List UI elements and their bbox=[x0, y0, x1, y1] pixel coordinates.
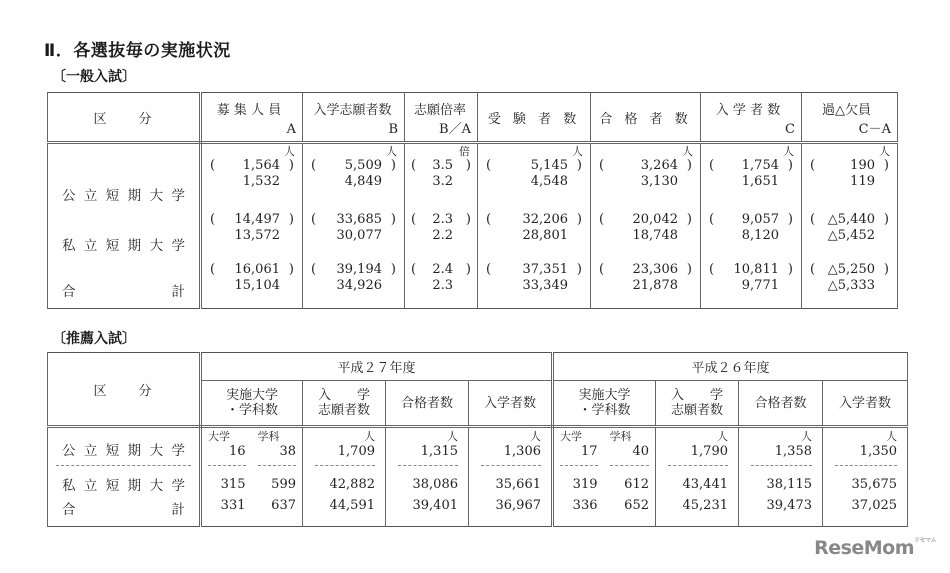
row-label: 私 立 短 期 大 学 bbox=[48, 472, 201, 496]
recommend-exam-table bbox=[47, 352, 908, 527]
cell-univ-h26: 大学 17 bbox=[553, 427, 604, 473]
header-enrolled-h27: 入学者数 bbox=[469, 381, 553, 427]
cell-capacity: ( ) 16,061 15,104 bbox=[201, 258, 303, 309]
cell-passed-h27: 38,086 bbox=[386, 472, 469, 496]
cell-dept-h27: 637 bbox=[252, 496, 303, 526]
row-label: 公 立 短 期 大 学 bbox=[48, 427, 201, 473]
table-row bbox=[48, 427, 908, 473]
header-ratio: 志願倍率 B／A bbox=[405, 93, 478, 143]
cell-enrolled: ( ) 9,057 8,120 bbox=[701, 208, 802, 258]
cell-examinees: ( ) 32,206 28,801 bbox=[478, 208, 591, 258]
table-row bbox=[48, 496, 908, 526]
cell-enrolled-h26: 37,025 bbox=[823, 496, 908, 526]
cell-passed-h26: 39,473 bbox=[739, 496, 823, 526]
header-enrolled: 入 学 者 数 C bbox=[701, 93, 802, 143]
table-row bbox=[48, 472, 908, 496]
cell-enrolled: 人 ( ) 1,754 1,651 bbox=[701, 143, 802, 209]
cell-passed: ( ) 20,042 18,748 bbox=[591, 208, 701, 258]
table-row bbox=[48, 208, 898, 258]
header-examinees: 受 験 者 数 bbox=[478, 93, 591, 143]
cell-enrolled-h26: 35,675 bbox=[823, 472, 908, 496]
cell-applicants-h27: 人 1,709 bbox=[303, 427, 386, 473]
cell-dept-h27: 学科 38 bbox=[252, 427, 303, 473]
cell-passed: 人 ( ) 3,264 3,130 bbox=[591, 143, 701, 209]
cell-univ-h27: 315 bbox=[201, 472, 252, 496]
cell-enrolled-h27: 36,967 bbox=[469, 496, 553, 526]
cell-diff: 人 ( ) 190 119 bbox=[802, 143, 898, 209]
header-year-h27: 平成２７年度 bbox=[201, 353, 553, 381]
general-exam-heading: 〔一般入試〕 bbox=[52, 69, 136, 85]
header-passed-h27: 合格者数 bbox=[386, 381, 469, 427]
header-passed-h26: 合格者数 bbox=[739, 381, 823, 427]
cell-passed-h27: 人 1,315 bbox=[386, 427, 469, 473]
cell-dept-h26: 612 bbox=[604, 472, 656, 496]
row-label: 私 立 短 期 大 学 bbox=[48, 208, 201, 258]
row-label: 合 計 bbox=[48, 258, 201, 309]
header-schools-h26: 実施大学 ・学科数 bbox=[553, 381, 656, 427]
header-applicants-h26: 入 学 志願者数 bbox=[656, 381, 739, 427]
cell-applicants-h26: 人 1,790 bbox=[656, 427, 739, 473]
cell-capacity: ( ) 14,497 13,572 bbox=[201, 208, 303, 258]
cell-ratio: ( ) 2.3 2.2 bbox=[405, 208, 478, 258]
cell-enrolled-h27: 35,661 bbox=[469, 472, 553, 496]
header-category: 区 分 bbox=[48, 93, 201, 143]
cell-passed: ( ) 23,306 21,878 bbox=[591, 258, 701, 309]
resemom-logo: ReseMom$^{リセマム}$ bbox=[814, 537, 936, 559]
cell-univ-h27: 331 bbox=[201, 496, 252, 526]
table-row bbox=[48, 258, 898, 309]
page-title: Ⅱ．各選抜毎の実施状況 bbox=[44, 41, 231, 61]
header-schools-h27: 実施大学 ・学科数 bbox=[201, 381, 303, 427]
cell-univ-h26: 336 bbox=[553, 496, 604, 526]
cell-applicants: ( ) 33,685 30,077 bbox=[303, 208, 405, 258]
cell-enrolled-h27: 人 1,306 bbox=[469, 427, 553, 473]
cell-applicants-h26: 45,231 bbox=[656, 496, 739, 526]
cell-passed-h27: 39,401 bbox=[386, 496, 469, 526]
header-capacity: 募 集 人 員 A bbox=[201, 93, 303, 143]
row-label: 公 立 短 期 大 学 bbox=[48, 143, 201, 209]
header-diff: 過△欠員 C－A bbox=[802, 93, 898, 143]
cell-univ-h27: 大学 16 bbox=[201, 427, 252, 473]
cell-examinees: ( ) 37,351 33,349 bbox=[478, 258, 591, 309]
cell-passed-h26: 人 1,358 bbox=[739, 427, 823, 473]
cell-capacity: 人 ( ) 1,564 1,532 bbox=[201, 143, 303, 209]
general-exam-table bbox=[47, 92, 898, 309]
cell-ratio: ( ) 2.4 2.3 bbox=[405, 258, 478, 309]
header-applicants-h27: 入 学 志願者数 bbox=[303, 381, 386, 427]
cell-dept-h27: 599 bbox=[252, 472, 303, 496]
cell-diff: ( ) △5,250 △5,333 bbox=[802, 258, 898, 309]
cell-ratio: 倍 ( ) 3.5 3.2 bbox=[405, 143, 478, 209]
cell-applicants-h26: 43,441 bbox=[656, 472, 739, 496]
table-row bbox=[48, 143, 898, 209]
row-label: 合 計 bbox=[48, 496, 201, 526]
header-category: 区 分 bbox=[48, 353, 201, 427]
cell-dept-h26: 652 bbox=[604, 496, 656, 526]
cell-applicants: 人 ( ) 5,509 4,849 bbox=[303, 143, 405, 209]
cell-dept-h26: 学科 40 bbox=[604, 427, 656, 473]
cell-examinees: 人 ( ) 5,145 4,548 bbox=[478, 143, 591, 209]
cell-diff: ( ) △5,440 △5,452 bbox=[802, 208, 898, 258]
cell-passed-h26: 38,115 bbox=[739, 472, 823, 496]
header-enrolled-h26: 入学者数 bbox=[823, 381, 908, 427]
cell-applicants-h27: 42,882 bbox=[303, 472, 386, 496]
header-passed: 合 格 者 数 bbox=[591, 93, 701, 143]
cell-applicants-h27: 44,591 bbox=[303, 496, 386, 526]
header-year-h26: 平成２６年度 bbox=[553, 353, 908, 381]
cell-applicants: ( ) 39,194 34,926 bbox=[303, 258, 405, 309]
cell-univ-h26: 319 bbox=[553, 472, 604, 496]
recommend-exam-heading: 〔推薦入試〕 bbox=[52, 331, 136, 347]
cell-enrolled: ( ) 10,811 9,771 bbox=[701, 258, 802, 309]
header-applicants: 入学志願者数 B bbox=[303, 93, 405, 143]
cell-enrolled-h26: 人 1,350 bbox=[823, 427, 908, 473]
